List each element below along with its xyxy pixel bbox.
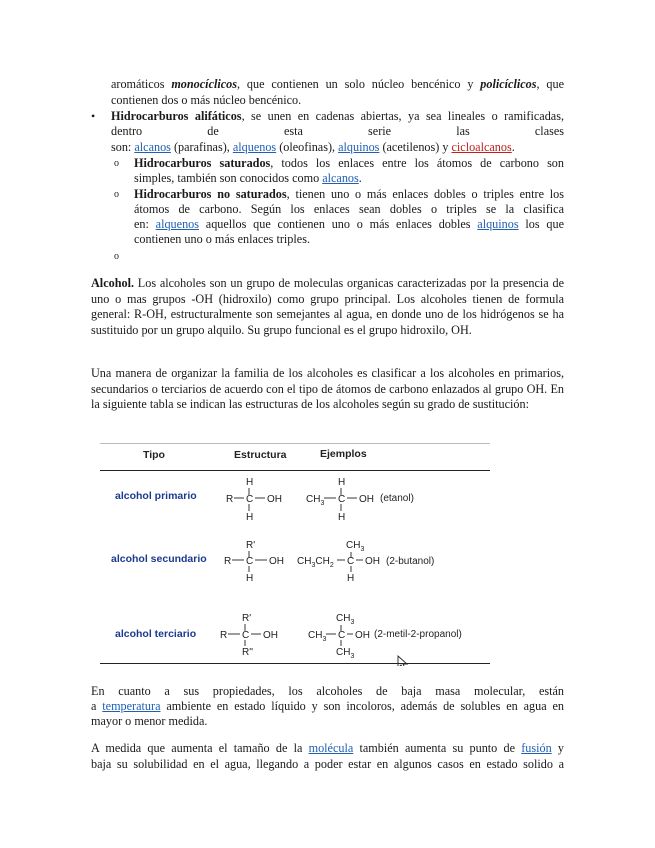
- atom-h-top: H: [338, 477, 346, 488]
- atom-c: C: [338, 630, 346, 641]
- atom-h-bottom: H: [347, 573, 355, 584]
- example-name-metilpropanol: (2-metil-2-propanol): [374, 629, 462, 640]
- table-bottom-rule: [100, 663, 490, 664]
- propiedades-line-2: a temperatura ambiente en estado líquido y son incoloros, además de solubles en agua en: [91, 699, 564, 713]
- example-name-butanol: (2-butanol): [386, 556, 435, 567]
- link-alquinos[interactable]: alquinos: [338, 140, 380, 154]
- atom-oh: OH: [365, 556, 380, 567]
- tamano-line-1: A medida que aumenta el tamaño de la molécula también aumenta su punto de fusión y: [91, 741, 564, 755]
- alifaticos-line-1: Hidrocarburos alifáticos, se unen en cadenas abiertas, ya sea lineales o ramificadas,: [111, 109, 564, 123]
- alifaticos-line-2: dentro de esta serie las clases: [111, 124, 564, 138]
- sub-bullet-marker: o: [114, 158, 119, 169]
- row-label-terciario: alcohol terciario: [115, 628, 197, 640]
- no-saturados-line-3: en: alquenos aquellos que contienen uno o más enlaces dobles alquinos los que: [134, 217, 564, 231]
- propiedades-line-1: En cuanto a sus propiedades, los alcoholes de baja masa molecular, están: [91, 684, 564, 698]
- table-header-ejemplos: Ejemplos: [320, 448, 367, 460]
- clasificacion-paragraph: Una manera de organizar la familia de los alcoholes es clasificar a los alcoholes en primarios, secundarios o terciarios de acuerdo con el tipo de átomos de carbono enlazados al grupo OH. En la siguiente tabla se indican las estructuras de los alcoholes según su grado de sustitución:: [91, 366, 564, 412]
- structure-terciario: [220, 613, 278, 658]
- atom-c: C: [246, 494, 254, 505]
- intro-line-2: contienen dos o más núcleo bencénico.: [111, 93, 302, 107]
- structures-svg: [100, 440, 490, 666]
- link-fusion[interactable]: fusión: [521, 741, 552, 755]
- atom-h-bottom: H: [246, 512, 254, 523]
- atom-oh: OH: [267, 494, 282, 505]
- row-label-secundario: alcohol secundario: [111, 553, 207, 565]
- link-molecula[interactable]: molécula: [308, 741, 354, 755]
- example-name-etanol: (etanol): [380, 493, 414, 504]
- no-saturados-line-4: contienen uno o más enlaces triples.: [134, 232, 310, 246]
- atom-h-bottom: H: [246, 573, 254, 584]
- link-alquinos-2[interactable]: alquinos: [477, 217, 519, 231]
- atom-h-bottom: H: [338, 512, 346, 523]
- atom-c: C: [347, 556, 355, 567]
- atom-h-top: H: [246, 477, 254, 488]
- structure-secundario: [224, 540, 284, 584]
- atom-c: C: [246, 556, 254, 567]
- no-saturados-line-1: Hidrocarburos no saturados, tienen uno o más enlaces dobles o triples entre los: [134, 187, 564, 201]
- link-temperatura[interactable]: temperatura: [102, 699, 161, 713]
- no-saturados-line-2: átomos de carbono. Según los enlaces sean dobles o triples se la clasifica: [134, 202, 564, 216]
- table-header-estructura: Estructura: [234, 449, 287, 461]
- atom-c: C: [242, 630, 250, 641]
- atom-oh: OH: [359, 494, 374, 505]
- atom-r: R: [220, 630, 228, 641]
- atom-oh: OH: [269, 556, 284, 567]
- link-alquenos-2[interactable]: alquenos: [155, 217, 199, 231]
- atom-r: R: [224, 556, 232, 567]
- empty-sub-bullet: o: [114, 251, 119, 262]
- table-header-tipo: Tipo: [143, 449, 165, 461]
- atom-r1: R': [242, 613, 252, 624]
- mouse-cursor-icon: [398, 656, 407, 666]
- atom-r: R: [226, 494, 234, 505]
- alcohol-table: [100, 440, 490, 666]
- link-alquenos[interactable]: alquenos: [232, 140, 277, 154]
- row-label-primario: alcohol primario: [115, 490, 197, 502]
- bullet-marker: •: [91, 109, 96, 123]
- alcohol-paragraph: Alcohol. Los alcoholes son un grupo de moleculas organicas caracterizadas por la presencia de uno o mas grupos -OH (hidroxilo) como grupo principal. Los alcoholes tienen de formula general: R-OH, estructuralmente son semejantes al agua, en donde uno de los hidrógenos se ha sustituido por un grupo alquilo. Su grupo funcional es el grupo hidroxilo, OH.: [91, 276, 564, 337]
- atom-ch3-top: $CH_3$: [346, 540, 365, 553]
- tamano-line-2: baja su solubilidad en el agua, llegando a poder estar en algunos casos en estado solido a: [91, 757, 564, 771]
- sub-bullet-marker: o: [114, 189, 119, 200]
- atom-ch3-left: $CH_3$: [308, 630, 327, 643]
- atom-c: C: [338, 494, 346, 505]
- intro-line-1: aromáticos monocíclicos, que contienen un solo núcleo bencénico y policíclicos, que: [111, 77, 564, 91]
- atom-ch3: $CH_3$: [306, 494, 325, 507]
- example-terciario: [308, 613, 462, 660]
- atom-r2: R'': [242, 647, 254, 658]
- link-alcanos-2[interactable]: alcanos: [322, 171, 359, 185]
- example-primario: [306, 477, 414, 523]
- atom-ch3ch2: $CH_3CH_2$: [297, 556, 334, 569]
- saturados-line-1: Hidrocarburos saturados, todos los enlaces entre los átomos de carbono son: [134, 156, 564, 170]
- link-alcanos[interactable]: alcanos: [134, 140, 171, 154]
- atom-oh: OH: [263, 630, 278, 641]
- alifaticos-line-3: son: alcanos (parafinas), alquenos (oleofinas), alquinos (acetilenos) y cicloalcanos.: [111, 140, 515, 154]
- atom-ch3-top: $CH_3$: [336, 613, 355, 626]
- link-cicloalcanos[interactable]: cicloalcanos: [451, 140, 512, 154]
- atom-oh: OH: [355, 630, 370, 641]
- example-secundario: [297, 540, 434, 584]
- saturados-line-2: simples, también son conocidos como alcanos.: [134, 171, 362, 185]
- propiedades-line-3: mayor o menor medida.: [91, 714, 208, 728]
- atom-ch3-bottom: $CH_3$: [336, 647, 355, 660]
- structure-primario: [226, 477, 282, 523]
- atom-r1: R': [246, 540, 256, 551]
